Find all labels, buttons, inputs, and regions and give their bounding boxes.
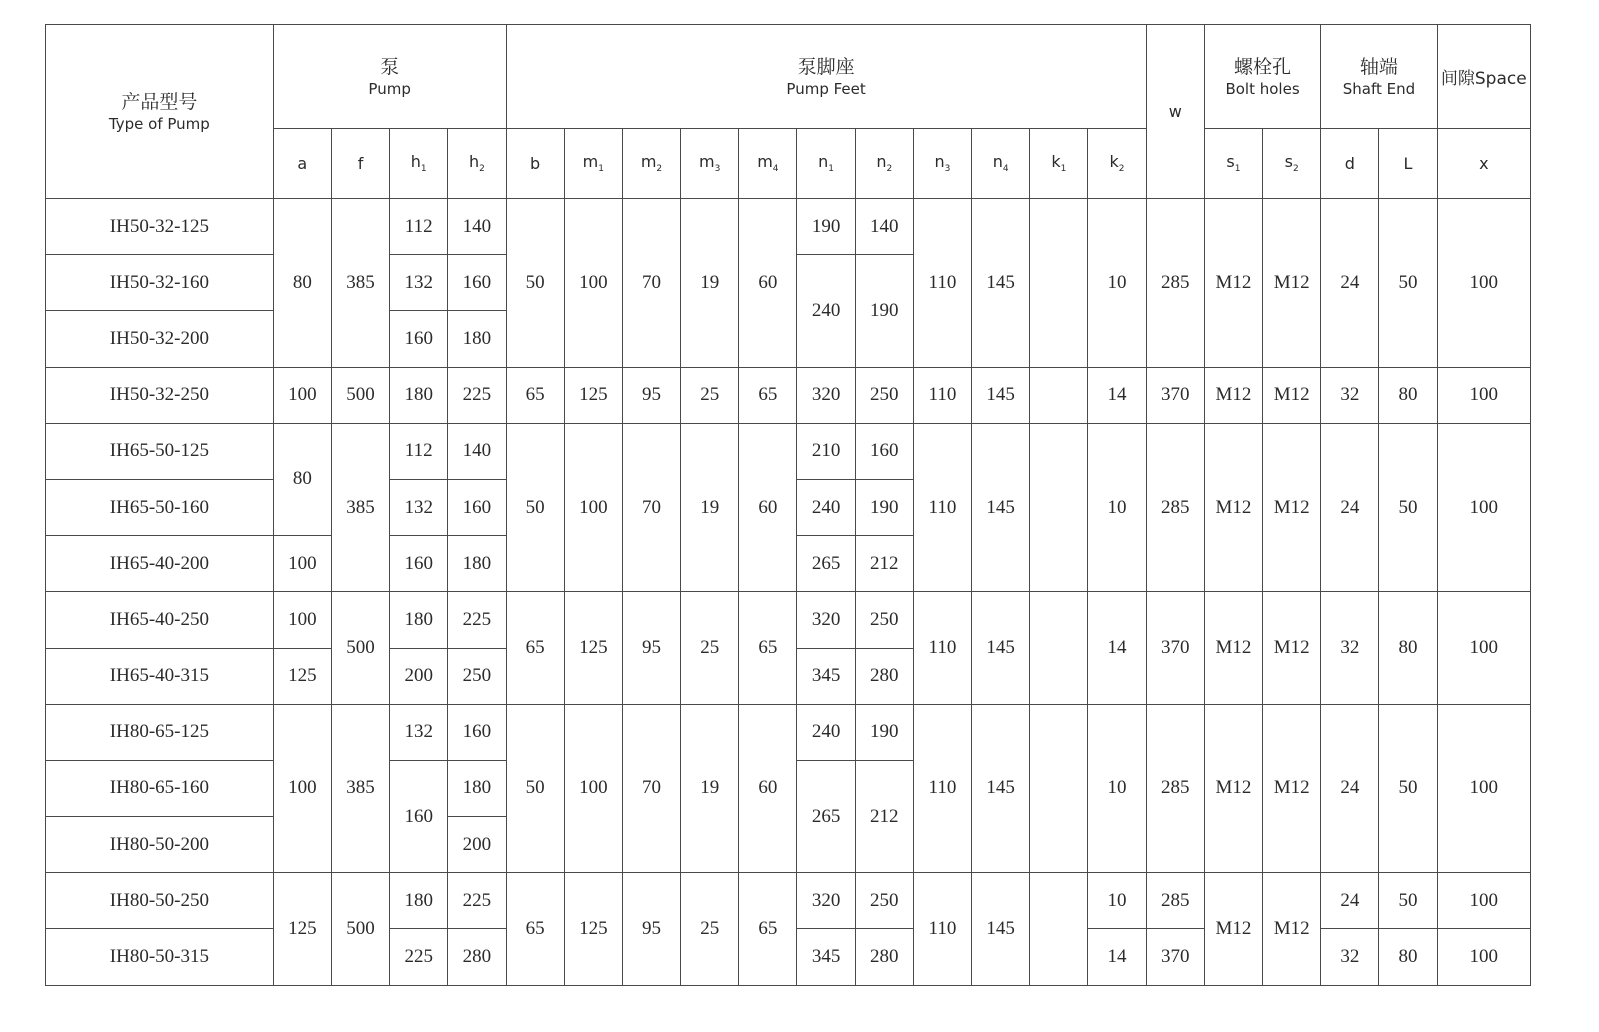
cell-m3: 25 xyxy=(681,367,739,423)
cell-k2: 10 xyxy=(1088,423,1146,592)
col-m2 xyxy=(622,129,680,199)
header-type-cn: 产品型号 xyxy=(121,90,198,113)
cell-h2: 160 xyxy=(448,479,506,535)
cell-n2: 190 xyxy=(855,255,913,367)
col-d: d xyxy=(1321,129,1379,199)
cell-x: 100 xyxy=(1437,199,1530,368)
header-bolt-cn: 螺栓孔 xyxy=(1234,55,1292,78)
cell-m1: 125 xyxy=(564,873,622,985)
col-h1-letter: h xyxy=(410,152,421,172)
cell-w: 285 xyxy=(1146,423,1204,592)
cell-n2: 160 xyxy=(855,423,913,479)
cell-s2: M12 xyxy=(1263,423,1321,592)
cell-n3: 110 xyxy=(913,423,971,592)
col-n2-letter: n xyxy=(876,152,887,172)
cell-n2: 280 xyxy=(855,929,913,985)
cell-n3: 110 xyxy=(913,704,971,873)
cell-n2: 140 xyxy=(855,199,913,255)
col-m3-letter: m xyxy=(699,152,715,172)
cell-b: 50 xyxy=(506,704,564,873)
cell-n2: 250 xyxy=(855,873,913,929)
model-cell: IH50-32-250 xyxy=(46,367,274,423)
cell-L: 50 xyxy=(1379,873,1437,929)
col-n1-letter: n xyxy=(818,152,829,172)
cell-s2: M12 xyxy=(1263,704,1321,873)
cell-m1: 125 xyxy=(564,367,622,423)
cell-m4: 65 xyxy=(739,367,797,423)
cell-b: 65 xyxy=(506,592,564,704)
cell-h1: 180 xyxy=(390,367,448,423)
cell-L: 80 xyxy=(1379,929,1437,985)
cell-a: 100 xyxy=(273,592,331,648)
col-k2-letter: k xyxy=(1109,152,1119,172)
cell-h1: 132 xyxy=(390,479,448,535)
cell-s1: M12 xyxy=(1204,367,1262,423)
cell-h1: 132 xyxy=(390,704,448,760)
cell-m2: 70 xyxy=(622,423,680,592)
cell-s1: M12 xyxy=(1204,199,1262,368)
col-n4-letter: n xyxy=(992,152,1003,172)
cell-h2: 140 xyxy=(448,423,506,479)
cell-n3: 110 xyxy=(913,367,971,423)
table-row xyxy=(46,704,1531,760)
cell-n4: 145 xyxy=(972,873,1030,985)
cell-n1: 320 xyxy=(797,367,855,423)
header-shaft-cn: 轴端 xyxy=(1359,55,1398,78)
cell-h1: 225 xyxy=(390,929,448,985)
cell-h1: 112 xyxy=(390,199,448,255)
cell-h2: 180 xyxy=(448,536,506,592)
cell-s2: M12 xyxy=(1263,199,1321,368)
col-m4-sub: 4 xyxy=(772,164,779,175)
cell-x: 100 xyxy=(1437,423,1530,592)
cell-L: 50 xyxy=(1379,704,1437,873)
cell-w: 370 xyxy=(1146,367,1204,423)
cell-a: 100 xyxy=(273,536,331,592)
cell-w: 370 xyxy=(1146,929,1204,985)
col-a: a xyxy=(273,129,331,199)
cell-m2: 70 xyxy=(622,199,680,368)
cell-h2: 200 xyxy=(448,817,506,873)
cell-m1: 100 xyxy=(564,423,622,592)
header-shaft-end xyxy=(1321,25,1437,129)
cell-h1: 200 xyxy=(390,648,448,704)
header-pump-en: Pump xyxy=(368,79,411,98)
cell-h1: 132 xyxy=(390,255,448,311)
cell-n1: 345 xyxy=(797,648,855,704)
cell-k1 xyxy=(1030,367,1088,423)
cell-h1: 160 xyxy=(390,536,448,592)
model-cell: IH65-40-250 xyxy=(46,592,274,648)
cell-a: 80 xyxy=(273,199,331,368)
cell-x: 100 xyxy=(1437,592,1530,704)
cell-h1: 160 xyxy=(390,760,448,872)
cell-s1: M12 xyxy=(1204,423,1262,592)
col-m4-letter: m xyxy=(757,152,773,172)
cell-n1: 320 xyxy=(797,592,855,648)
cell-x: 100 xyxy=(1437,367,1530,423)
cell-m3: 19 xyxy=(681,199,739,368)
col-k1 xyxy=(1030,129,1088,199)
cell-n4: 145 xyxy=(972,704,1030,873)
col-m2-sub: 2 xyxy=(656,164,663,175)
cell-k2: 10 xyxy=(1088,199,1146,368)
model-cell: IH80-50-250 xyxy=(46,873,274,929)
cell-b: 65 xyxy=(506,367,564,423)
col-n2 xyxy=(855,129,913,199)
cell-n4: 145 xyxy=(972,592,1030,704)
col-m3 xyxy=(681,129,739,199)
cell-w: 285 xyxy=(1146,199,1204,368)
header-pump-cn: 泵 xyxy=(380,55,400,78)
cell-m2: 95 xyxy=(622,873,680,985)
cell-n1: 320 xyxy=(797,873,855,929)
cell-w: 285 xyxy=(1146,873,1204,929)
cell-a: 125 xyxy=(273,873,331,985)
col-s1-letter: s xyxy=(1226,152,1235,172)
cell-b: 65 xyxy=(506,873,564,985)
cell-m3: 19 xyxy=(681,704,739,873)
model-cell: IH65-50-160 xyxy=(46,479,274,535)
cell-s1: M12 xyxy=(1204,704,1262,873)
col-h2-letter: h xyxy=(468,152,480,172)
cell-L: 50 xyxy=(1379,423,1437,592)
cell-d: 24 xyxy=(1321,704,1379,873)
cell-n4: 145 xyxy=(972,367,1030,423)
cell-h1: 112 xyxy=(390,423,448,479)
cell-n2: 280 xyxy=(855,648,913,704)
cell-n1: 210 xyxy=(797,423,855,479)
header-type-of-pump xyxy=(46,25,274,199)
header-pump-feet xyxy=(506,25,1146,129)
cell-m4: 60 xyxy=(739,423,797,592)
cell-m4: 65 xyxy=(739,592,797,704)
model-cell: IH50-32-160 xyxy=(46,255,274,311)
cell-m2: 95 xyxy=(622,592,680,704)
col-x: x xyxy=(1437,129,1530,199)
cell-m2: 95 xyxy=(622,367,680,423)
col-n1-sub: 1 xyxy=(828,164,834,175)
cell-n4: 145 xyxy=(972,423,1030,592)
model-cell: IH50-32-125 xyxy=(46,199,274,255)
col-s2-sub: 2 xyxy=(1292,164,1299,175)
cell-d: 24 xyxy=(1321,423,1379,592)
cell-k2: 14 xyxy=(1088,367,1146,423)
cell-a: 100 xyxy=(273,704,331,873)
cell-m2: 70 xyxy=(622,704,680,873)
cell-n2: 212 xyxy=(855,536,913,592)
cell-f: 385 xyxy=(331,704,389,873)
col-n4-sub: 4 xyxy=(1002,164,1009,175)
col-s2-letter: s xyxy=(1284,152,1293,172)
col-s1 xyxy=(1204,129,1262,199)
cell-m4: 65 xyxy=(739,873,797,985)
cell-f: 500 xyxy=(331,873,389,985)
cell-L: 80 xyxy=(1379,367,1437,423)
cell-b: 50 xyxy=(506,423,564,592)
col-m4 xyxy=(739,129,797,199)
cell-n2: 190 xyxy=(855,479,913,535)
cell-k2: 10 xyxy=(1088,704,1146,873)
cell-k2: 10 xyxy=(1088,873,1146,929)
cell-m4: 60 xyxy=(739,704,797,873)
col-n1 xyxy=(797,129,855,199)
cell-h2: 140 xyxy=(448,199,506,255)
cell-n2: 212 xyxy=(855,760,913,872)
pump-dimensions-table xyxy=(45,24,1531,986)
col-k2-sub: 2 xyxy=(1118,164,1125,175)
table-row xyxy=(46,423,1531,479)
model-cell: IH65-40-200 xyxy=(46,536,274,592)
col-h1-sub: 1 xyxy=(420,164,427,175)
cell-n4: 145 xyxy=(972,199,1030,368)
cell-d: 32 xyxy=(1321,929,1379,985)
cell-f: 500 xyxy=(331,367,389,423)
col-n3-sub: 3 xyxy=(944,164,951,175)
col-h2 xyxy=(448,129,506,199)
cell-f: 385 xyxy=(331,423,389,592)
header-type-en: Type of Pump xyxy=(108,114,210,133)
col-k2 xyxy=(1088,129,1146,199)
cell-d: 32 xyxy=(1321,367,1379,423)
model-cell: IH80-50-315 xyxy=(46,929,274,985)
col-b: b xyxy=(506,129,564,199)
cell-m1: 125 xyxy=(564,592,622,704)
cell-h2: 180 xyxy=(448,311,506,367)
cell-x: 100 xyxy=(1437,704,1530,873)
col-m1-letter: m xyxy=(582,152,599,172)
header-shaft-en: Shaft End xyxy=(1342,79,1416,98)
col-h2-sub: 2 xyxy=(479,164,485,175)
cell-h2: 280 xyxy=(448,929,506,985)
col-n4 xyxy=(972,129,1030,199)
header-feet-cn: 泵脚座 xyxy=(797,55,855,78)
col-s2 xyxy=(1263,129,1321,199)
cell-h2: 160 xyxy=(448,255,506,311)
model-cell: IH80-50-200 xyxy=(46,817,274,873)
table-row xyxy=(46,873,1531,929)
cell-m1: 100 xyxy=(564,704,622,873)
cell-L: 50 xyxy=(1379,199,1437,368)
cell-n2: 190 xyxy=(855,704,913,760)
cell-s2: M12 xyxy=(1263,873,1321,985)
cell-w: 285 xyxy=(1146,704,1204,873)
cell-s2: M12 xyxy=(1263,592,1321,704)
model-cell: IH50-32-200 xyxy=(46,311,274,367)
cell-h1: 180 xyxy=(390,592,448,648)
cell-f: 500 xyxy=(331,592,389,704)
model-cell: IH65-40-315 xyxy=(46,648,274,704)
cell-m4: 60 xyxy=(739,199,797,368)
cell-s1: M12 xyxy=(1204,592,1262,704)
cell-k1 xyxy=(1030,873,1088,985)
cell-a: 100 xyxy=(273,367,331,423)
table-row xyxy=(46,367,1531,423)
cell-h1: 180 xyxy=(390,873,448,929)
col-m3-sub: 3 xyxy=(714,164,721,175)
cell-k1 xyxy=(1030,704,1088,873)
header-pump xyxy=(273,25,506,129)
cell-h2: 180 xyxy=(448,760,506,816)
model-cell: IH80-65-160 xyxy=(46,760,274,816)
cell-x: 100 xyxy=(1437,929,1530,985)
cell-h1: 160 xyxy=(390,311,448,367)
cell-k2: 14 xyxy=(1088,929,1146,985)
cell-n3: 110 xyxy=(913,199,971,368)
cell-x: 100 xyxy=(1437,873,1530,929)
cell-n1: 345 xyxy=(797,929,855,985)
cell-a: 80 xyxy=(273,423,331,535)
col-n3 xyxy=(913,129,971,199)
cell-d: 32 xyxy=(1321,592,1379,704)
col-n3-letter: n xyxy=(934,152,945,172)
col-s1-sub: 1 xyxy=(1234,164,1241,175)
cell-k1 xyxy=(1030,199,1088,368)
col-k1-letter: k xyxy=(1051,152,1061,172)
cell-h2: 160 xyxy=(448,704,506,760)
cell-h2: 250 xyxy=(448,648,506,704)
col-m1 xyxy=(564,129,622,199)
cell-n1: 240 xyxy=(797,255,855,367)
header-bolt-holes xyxy=(1204,25,1320,129)
col-h1 xyxy=(390,129,448,199)
model-cell: IH65-50-125 xyxy=(46,423,274,479)
cell-n1: 190 xyxy=(797,199,855,255)
col-m2-letter: m xyxy=(640,152,657,172)
header-space: 间隙Space xyxy=(1437,25,1530,129)
cell-n2: 250 xyxy=(855,592,913,648)
cell-h2: 225 xyxy=(448,367,506,423)
cell-a: 125 xyxy=(273,648,331,704)
cell-f: 385 xyxy=(331,199,389,368)
cell-s1: M12 xyxy=(1204,873,1262,985)
cell-n1: 240 xyxy=(797,479,855,535)
cell-k2: 14 xyxy=(1088,592,1146,704)
cell-n1: 265 xyxy=(797,760,855,872)
cell-n1: 240 xyxy=(797,704,855,760)
header-bolt-en: Bolt holes xyxy=(1225,79,1300,98)
cell-b: 50 xyxy=(506,199,564,368)
cell-m3: 19 xyxy=(681,423,739,592)
cell-m1: 100 xyxy=(564,199,622,368)
header-w: w xyxy=(1146,25,1204,199)
cell-m3: 25 xyxy=(681,592,739,704)
header-feet-en: Pump Feet xyxy=(786,79,866,98)
cell-n1: 265 xyxy=(797,536,855,592)
cell-d: 24 xyxy=(1321,199,1379,368)
cell-k1 xyxy=(1030,592,1088,704)
table-row xyxy=(46,199,1531,255)
cell-d: 24 xyxy=(1321,873,1379,929)
col-L: L xyxy=(1379,129,1437,199)
cell-w: 370 xyxy=(1146,592,1204,704)
col-f: f xyxy=(331,129,389,199)
col-k1-sub: 1 xyxy=(1060,164,1067,175)
cell-n2: 250 xyxy=(855,367,913,423)
cell-h2: 225 xyxy=(448,592,506,648)
cell-n3: 110 xyxy=(913,592,971,704)
col-m1-sub: 1 xyxy=(598,164,604,175)
cell-m3: 25 xyxy=(681,873,739,985)
cell-L: 80 xyxy=(1379,592,1437,704)
cell-s2: M12 xyxy=(1263,367,1321,423)
cell-n3: 110 xyxy=(913,873,971,985)
col-n2-sub: 2 xyxy=(886,164,893,175)
cell-k1 xyxy=(1030,423,1088,592)
model-cell: IH80-65-125 xyxy=(46,704,274,760)
cell-h2: 225 xyxy=(448,873,506,929)
table-row xyxy=(46,592,1531,648)
